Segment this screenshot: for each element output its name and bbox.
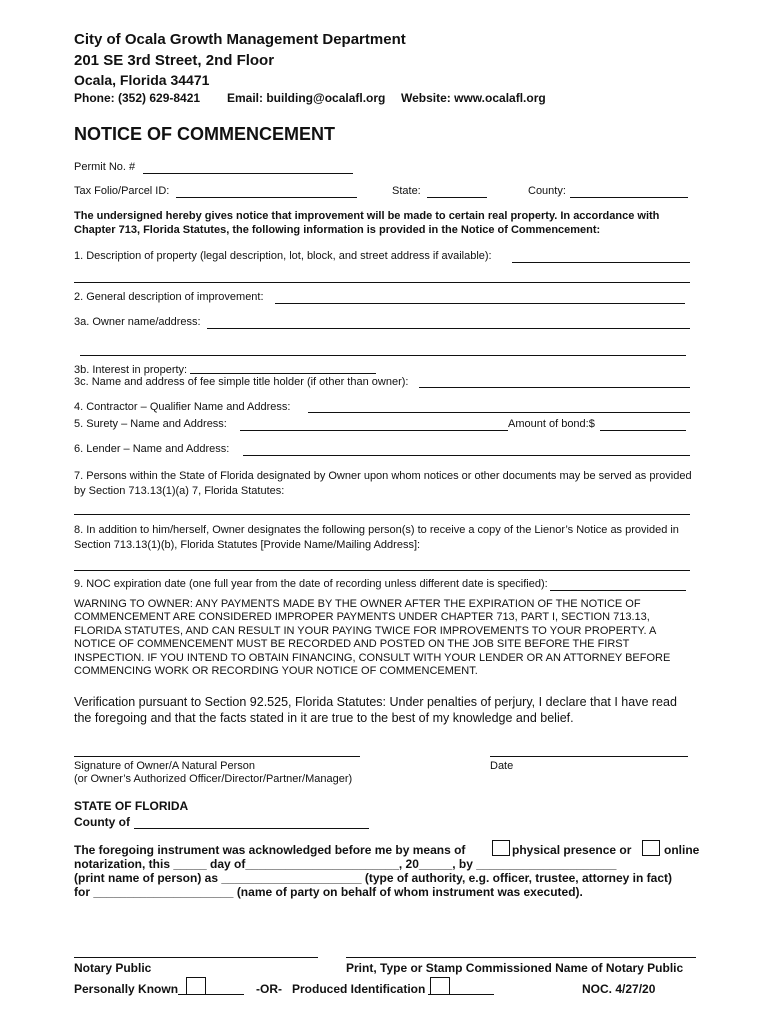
item-3a-label: 3a. Owner name/address: [74, 316, 201, 328]
online-label: online [664, 843, 700, 857]
item-5-input[interactable] [240, 430, 508, 431]
produced-id-label: Produced Identification [292, 982, 426, 996]
tax-folio-label: Tax Folio/Parcel ID: [74, 185, 170, 197]
warning-text: WARNING TO OWNER: ANY PAYMENTS MADE BY THE OWNER AFTER THE EXPIRATION OF THE NOTICE OF COMMENCEMENT ARE CONSIDERED IMPROPER PAYMENTS UNDER CHAPTER 713, PART I, SECTION 713.13, FLORIDA STATUTES, AND CAN RESULT IN YOUR PAYING TWICE FOR IMPROVEMENTS TO YOUR PROPERTY. A NOTICE OF COMMENCEMENT MUST BE RECORDED AND POSTED ON THE JOB SITE BEFORE THE FIRST INSPECTION. IF YOU INTEND TO OBTAIN FINANCING, CONSULT WITH YOUR LENDER OR AN ATTORNEY BEFORE COMMENCING WORK OR RECORDING YOUR NOTICE OF COMMENCEMENT. [74, 598, 671, 678]
item-7-label: 7. Persons within the State of Florida designated by Owner upon whom notices or other documents may be served as provided by Section 713.13(1)(a) 7, Florida Statutes: [74, 470, 692, 497]
org-phone: Phone: (352) 629-8421 [74, 91, 201, 105]
ack-line-2: notarization, this _____ day of_______________________, 20_____, by _____________________ [74, 857, 617, 871]
physical-presence-label: physical presence or [512, 843, 632, 857]
permit-input[interactable] [143, 173, 353, 174]
item-7-input[interactable] [74, 514, 690, 515]
item-4-label: 4. Contractor – Qualifier Name and Address: [74, 401, 291, 413]
verification-text: Verification pursuant to Section 92.525, Florida Statutes: Under penalties of perjury, I declare that I have read the foregoing and that the facts stated in it are true to the best of my knowledge and belief. [74, 695, 677, 725]
item-1-input[interactable] [512, 262, 690, 263]
online-checkbox[interactable] [642, 840, 660, 856]
ack-line-3: (print name of person) as _____________________ (type of authority, e.g. officer, trustee, attorney in fact) [74, 871, 672, 885]
notary-name-input[interactable] [346, 957, 696, 958]
commissioned-name-label: Print, Type or Stamp Commissioned Name of Notary Public [346, 961, 684, 975]
owner-signature-label: Signature of Owner/A Natural Person [74, 760, 255, 772]
produced-id-checkbox[interactable] [430, 977, 450, 995]
item-9-input[interactable] [550, 590, 686, 591]
org-website: Website: www.ocalafl.org [401, 91, 546, 105]
personally-known-checkbox[interactable] [186, 977, 206, 995]
item-3b-label: 3b. Interest in property: [74, 364, 188, 376]
item-3c-input[interactable] [419, 387, 690, 388]
or-label: -OR- [256, 982, 282, 996]
item-5-label: 5. Surety – Name and Address: [74, 418, 227, 430]
item-1-input-line-2[interactable] [74, 282, 690, 283]
bond-input[interactable] [600, 430, 686, 431]
owner-signature-input[interactable] [74, 756, 360, 757]
state-label: State: [392, 185, 421, 197]
form-id: NOC. 4/27/20 [582, 982, 656, 996]
date-input[interactable] [490, 756, 688, 757]
item-1-label: 1. Description of property (legal description, lot, block, and street address if available): [74, 250, 492, 262]
ack-line-1: The foregoing instrument was acknowledged before me by means of [74, 843, 466, 857]
tax-folio-input[interactable] [176, 197, 357, 198]
item-6-input[interactable] [243, 455, 690, 456]
item-3b-input[interactable] [190, 373, 376, 374]
date-label: Date [490, 760, 514, 772]
county-input[interactable] [570, 197, 688, 198]
county-of-label: County of [74, 815, 130, 829]
org-name: City of Ocala Growth Management Department [74, 31, 406, 48]
item-6-label: 6. Lender – Name and Address: [74, 443, 230, 455]
owner-signature-sublabel: (or Owner’s Authorized Officer/Director/Partner/Manager) [74, 773, 353, 785]
personally-known-label: Personally Known [74, 982, 179, 996]
intro-text: The undersigned hereby gives notice that improvement will be made to certain real property. In accordance with Chapter 713, Florida Statutes, the following information is provided in the Notice of Commencement: [74, 210, 660, 236]
state-input[interactable] [427, 197, 487, 198]
notary-signature-input[interactable] [74, 957, 318, 958]
ack-line-4: for _____________________ (name of party on behalf of whom instrument was executed). [74, 885, 583, 899]
permit-label: Permit No. # [74, 161, 136, 173]
item-3a-input[interactable] [207, 328, 690, 329]
state-of-florida: STATE OF FLORIDA [74, 799, 189, 813]
county-of-input[interactable] [134, 828, 369, 829]
org-email: Email: building@ocalafl.org [227, 91, 386, 105]
item-3a-input-line-2[interactable] [80, 355, 686, 356]
item-8-input[interactable] [74, 570, 690, 571]
item-3c-label: 3c. Name and address of fee simple title holder (if other than owner): [74, 376, 409, 388]
item-4-input[interactable] [308, 412, 690, 413]
item-2-label: 2. General description of improvement: [74, 291, 264, 303]
item-2-input[interactable] [275, 303, 685, 304]
page-title: NOTICE OF COMMENCEMENT [74, 124, 335, 144]
bond-label: Amount of bond:$ [508, 418, 595, 430]
notary-public-label: Notary Public [74, 961, 152, 975]
item-8-label: 8. In addition to him/herself, Owner designates the following person(s) to receive a copy of the Lienor’s Notice as provided in Section 713.13(1)(b), Florida Statutes [Provide Name/Mailing Address]: [74, 524, 679, 551]
item-9-label: 9. NOC expiration date (one full year from the date of recording unless different date is specified): [74, 578, 548, 590]
org-address-2: Ocala, Florida 34471 [74, 72, 210, 88]
physical-presence-checkbox[interactable] [492, 840, 510, 856]
county-label: County: [528, 185, 566, 197]
org-address-1: 201 SE 3rd Street, 2nd Floor [74, 52, 275, 69]
